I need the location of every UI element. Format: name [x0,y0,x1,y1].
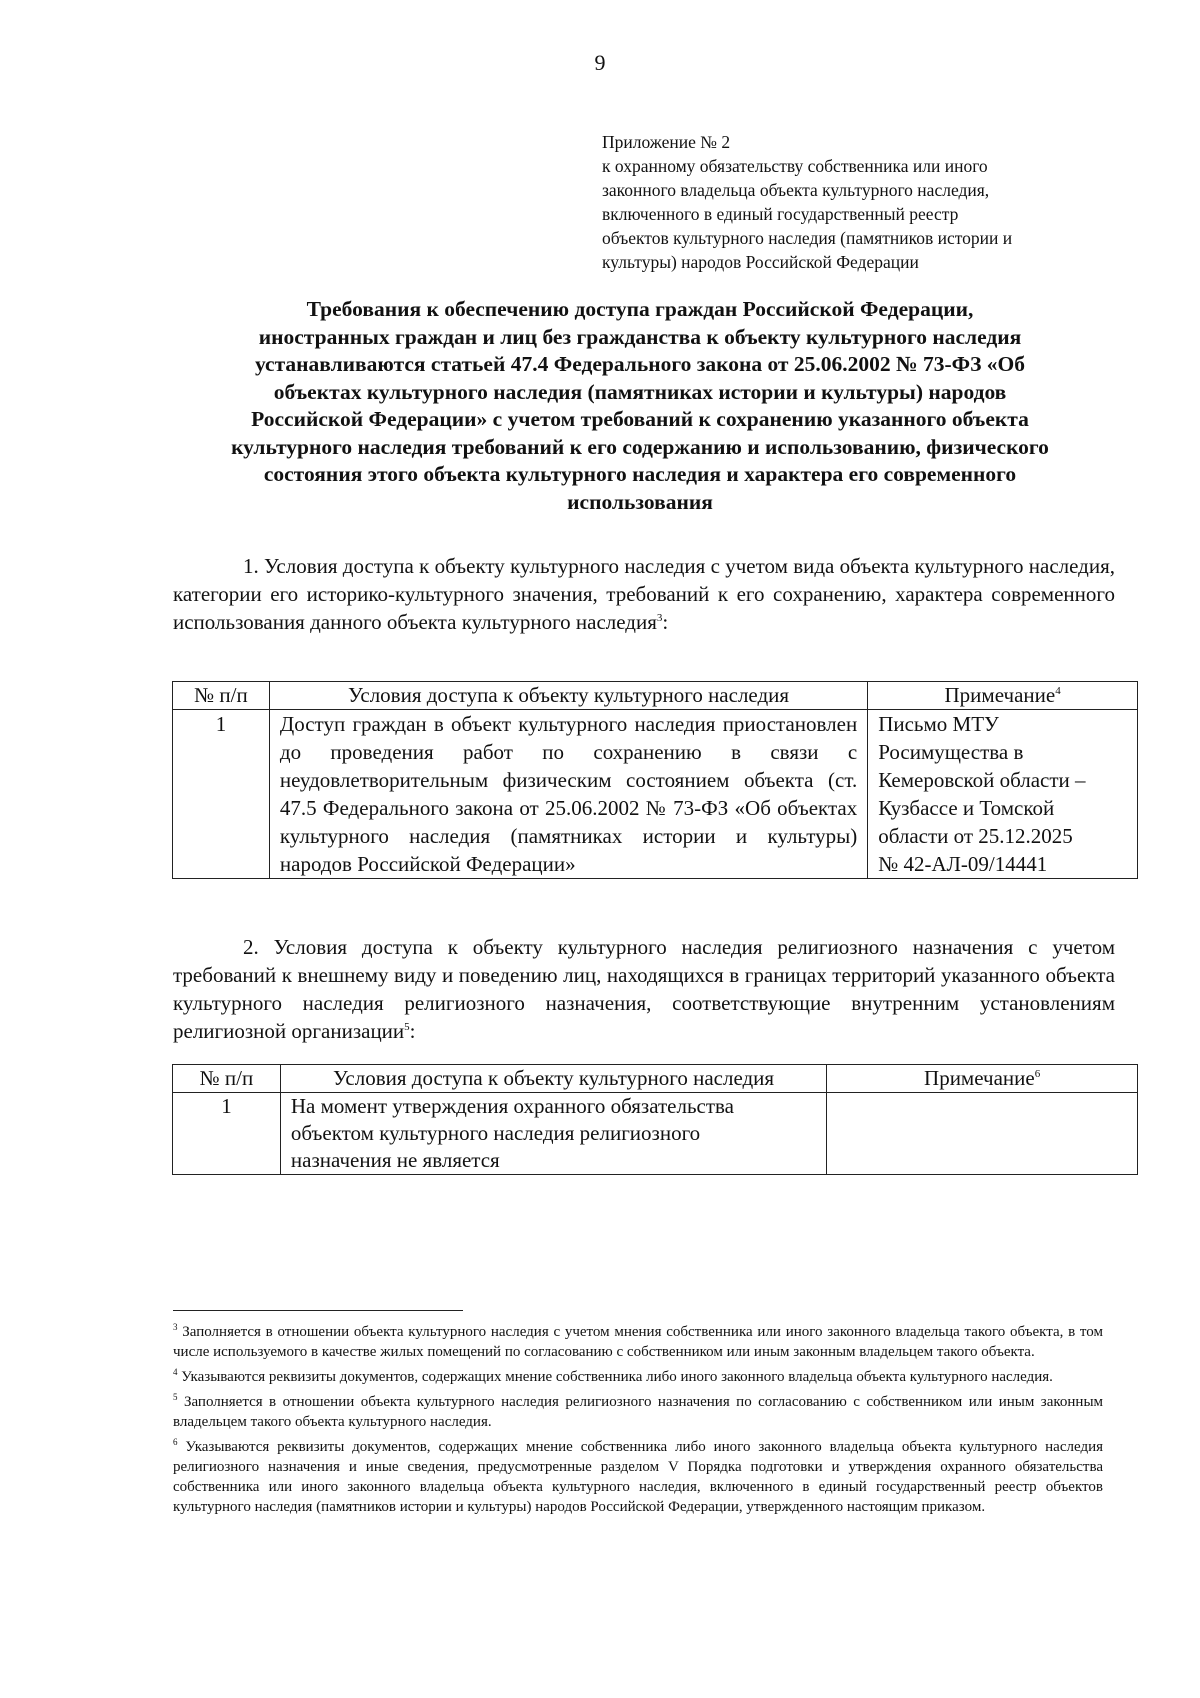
appendix-line: культуры) народов Российской Федерации [602,252,919,272]
cell-note [827,1093,1138,1175]
section-1-suffix: : [662,610,669,634]
footnote-text: Заполняется в отношении объекта культурного наследия религиозного назначения по согласованию с собственником или иным законным владельцем такого объекта культурного наследия. [173,1394,1104,1430]
cell-note [868,710,1138,879]
section-2-paragraph [173,933,1115,1045]
heading-line: культурного наследия требований к его содержанию и использованию, физического [231,434,1049,459]
footnote-4 [173,1367,1103,1387]
footnote-ref-5[interactable]: 5 [404,1021,410,1033]
footnote-6 [173,1437,1103,1517]
header-conditions: Условия доступа к объекту культурного наследия [280,1065,826,1093]
appendix-line: законного владельца объекта культурного наследия, [602,180,990,200]
footnotes [173,1322,1103,1522]
note-line: Росимущества в [878,740,1024,764]
header-note-label: Примечание [944,683,1056,707]
footnote-number: 4 [173,1367,178,1377]
section-2-text: 2. Условия доступа к объекту культурного наследия религиозного назначения с учетом требований к внешнему виду и поведению лиц, находящихся в границах территорий указанного объекта культурного наследия религиозного назначения, соответствующие внутренним установлениям религиозной организации [173,935,1115,1043]
footnote-ref-6[interactable]: 6 [1034,1068,1041,1080]
heading-line: Требования к обеспечению доступа граждан Российской Федерации, [306,297,974,321]
access-conditions-table [172,681,1138,879]
table-row [173,710,1138,879]
footnote-number: 6 [173,1437,178,1447]
header-note [868,682,1138,710]
footnote-number: 3 [173,1322,178,1332]
footnote-text: Заполняется в отношении объекта культурного наследия с учетом мнения собственника или иного законного владельца такого объекта, в том числе используемого в качестве жилых помещений по согласованию с собственником или иным законным владельцем такого объекта. [173,1324,1103,1360]
section-2-suffix: : [409,1019,416,1043]
footnote-ref-3[interactable]: 3 [656,612,663,624]
cell-num: 1 [173,1093,281,1175]
appendix-line: Приложение № 2 [602,132,731,152]
table-row [173,1093,1138,1175]
footnote-text: Указываются реквизиты документов, содержащих мнение собственника либо иного законного владельца объекта культурного наследия религиозного назначения и иные сведения, предусмотренные разделом V Порядка подготовки и утверждения охранного обязательства собственника или иного законного владельца объекта культурного наследия, включенного в единый государственный реестр объектов культурного наследия (памятников истории и культуры) народов Российской Федерации, утвержденного настоящим приказом. [173,1439,1103,1515]
note-line: Письмо МТУ [878,712,999,736]
note-line: Кузбассе и Томской [878,796,1055,820]
note-line: области от 25.12.2025 [878,824,1073,848]
header-conditions: Условия доступа к объекту культурного наследия [269,682,867,710]
condition-line: назначения не является [290,1148,500,1172]
header-num: № п/п [173,1065,281,1093]
heading-line: объектах культурного наследия (памятниках истории и культуры) народов [273,379,1007,404]
header-note-label: Примечание [924,1066,1035,1090]
note-line: № 42-АЛ-09/14441 [878,852,1048,876]
condition-line: объектом культурного наследия религиозного [290,1121,701,1145]
religious-access-table [172,1064,1138,1175]
footnote-3 [173,1322,1103,1362]
appendix-line: включенного в единый государственный реестр [602,204,959,224]
table-header-row [173,1065,1138,1093]
footnote-text: Указываются реквизиты документов, содержащих мнение собственника либо иного законного владельца объекта культурного наследия. [181,1369,1053,1385]
appendix-line: к охранному обязательству собственника или иного [602,156,988,176]
section-1-paragraph [173,552,1115,636]
footnote-separator [173,1310,463,1311]
heading-line: состояния этого объекта культурного наследия и характера его современного [263,462,1017,486]
footnote-ref-4[interactable]: 4 [1055,685,1061,697]
section-1-text: 1. Условия доступа к объекту культурного наследия с учетом вида объекта культурного наследия, категории его историко-культурного значения, требований к его сохранению, характера современного использования данного объекта культурного наследия [173,554,1115,634]
heading-line: иностранных граждан и лиц без гражданства к объекту культурного наследия [258,324,1022,349]
cell-conditions [280,1093,826,1175]
heading-line: использования [567,489,713,514]
table-header-row [173,682,1138,710]
header-num: № п/п [173,682,270,710]
heading-line: устанавливаются статьей 47.4 Федерального закона от 25.06.2002 № 73-ФЗ «Об [254,352,1026,376]
cell-conditions: Доступ граждан в объект культурного наследия приостановлен до проведения работ по сохранению в связи с неудовлетворительным физическим состоянием объекта (ст. 47.5 Федерального закона от 25.06.2002 № 73-ФЗ «Об объектах культурного наследия (памятниках истории и культуры) народов Российской Федерации» [269,710,867,879]
appendix-line: объектов культурного наследия (памятников истории и [602,228,1013,248]
document-heading [170,296,1110,516]
cell-num: 1 [173,710,270,879]
note-line: Кемеровской области – [878,768,1086,792]
condition-line: На момент утверждения охранного обязательства [290,1094,735,1118]
appendix-note [602,130,1102,274]
footnote-number: 5 [173,1392,178,1402]
header-note [827,1065,1138,1093]
page-number: 9 [594,50,606,75]
footnote-5 [173,1392,1103,1432]
heading-line: Российской Федерации» с учетом требований к сохранению указанного объекта [251,407,1029,431]
